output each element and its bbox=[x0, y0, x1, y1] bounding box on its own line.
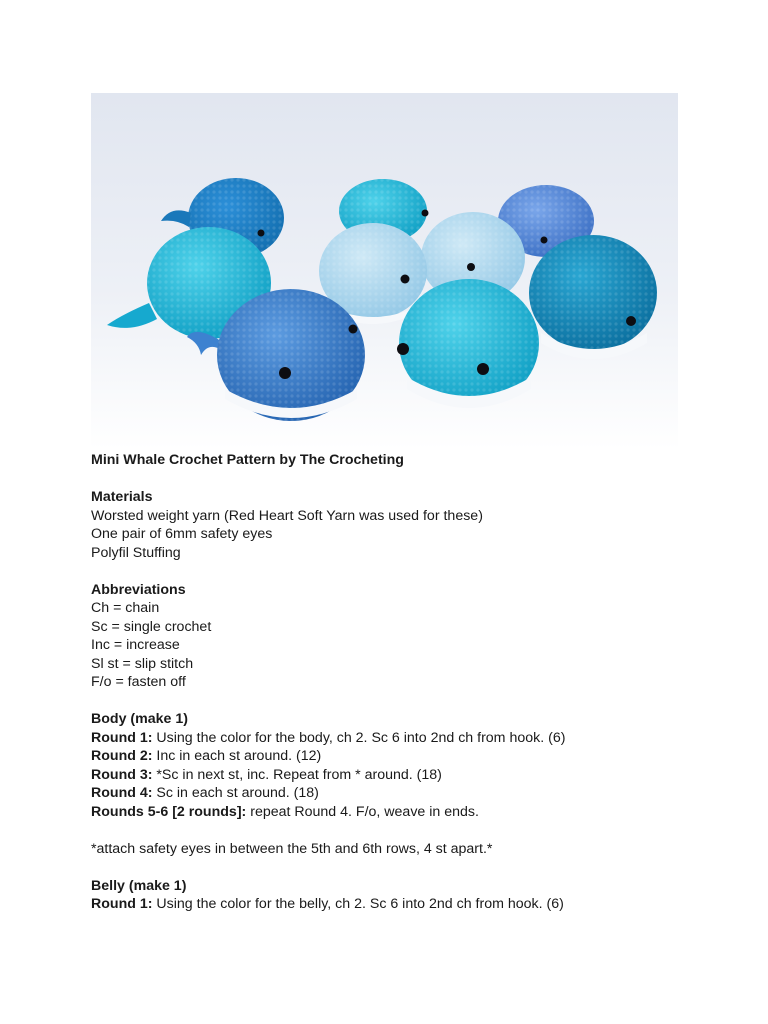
materials-heading: Materials bbox=[91, 489, 153, 505]
materials-item: Worsted weight yarn (Red Heart Soft Yarn was used for these) bbox=[91, 507, 483, 524]
abbreviation-item: Inc = increase bbox=[91, 637, 180, 653]
body-round: Round 4: Sc in each st around. (18) bbox=[91, 785, 319, 801]
body-round: Rounds 5-6 [2 rounds]: repeat Round 4. F/o, weave in ends. bbox=[91, 803, 479, 820]
abbreviations-heading: Abbreviations bbox=[91, 581, 186, 598]
safety-eyes-note: *attach safety eyes in between the 5th and 6th rows, 4 st apart.* bbox=[91, 840, 493, 857]
abbreviation-item: F/o = fasten off bbox=[91, 674, 186, 690]
whale-mid-right-teal bbox=[529, 235, 657, 359]
body-round: Round 2: Inc in each st around. (12) bbox=[91, 748, 322, 764]
materials-item: Polyfil Stuffing bbox=[91, 544, 181, 561]
abbreviation-item: Ch = chain bbox=[91, 600, 160, 616]
body-heading: Body (make 1) bbox=[91, 711, 188, 727]
abbreviation-item: Sl st = slip stitch bbox=[91, 655, 194, 672]
belly-heading: Belly (make 1) bbox=[91, 877, 187, 894]
whales-photo bbox=[91, 93, 678, 450]
body-round: Round 1: Using the color for the body, ch 2. Sc 6 into 2nd ch from hook. (6) bbox=[91, 729, 566, 746]
crochet-whales-image bbox=[91, 93, 678, 450]
materials-item: One pair of 6mm safety eyes bbox=[91, 526, 273, 542]
pattern-text bbox=[91, 451, 711, 914]
body-round: Round 3: *Sc in next st, inc. Repeat from * around. (18) bbox=[91, 766, 442, 783]
pattern-title: Mini Whale Crochet Pattern by The Crocheting bbox=[91, 452, 404, 468]
belly-round: Round 1: Using the color for the belly, ch 2. Sc 6 into 2nd ch from hook. (6) bbox=[91, 896, 564, 912]
abbreviation-item: Sc = single crochet bbox=[91, 618, 212, 635]
